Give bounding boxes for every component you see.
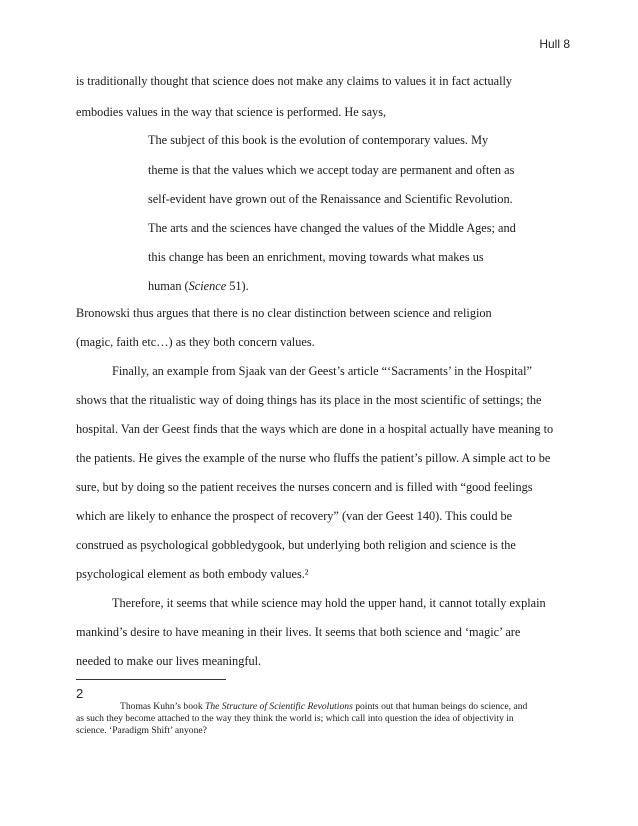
footnote-line: as such they become attached to the way they think the world is; which call into question the idea of objectivity in	[76, 713, 514, 724]
citation-title: Science	[188, 279, 227, 293]
body-line: construed as psychological gobbledygook, but underlying both religion and science is the	[76, 538, 516, 552]
body-line: is traditionally thought that science does not make any claims to values it in fact actually	[76, 74, 513, 88]
body-line: needed to make our lives meaningful.	[76, 654, 262, 668]
body-line: psychological element as both embody values.²	[76, 567, 309, 581]
body-line: shows that the ritualistic way of doing things has its place in the most scientific of settings; the	[76, 393, 542, 407]
body-line: Bronowski thus argues that there is no clear distinction between science and religion	[76, 306, 492, 320]
body-line: mankind’s desire to have meaning in their lives. It seems that both science and ‘magic’ are	[76, 625, 521, 639]
quote-line: theme is that the values which we accept today are permanent and often as	[148, 163, 515, 177]
quote-text: 51).	[226, 279, 249, 293]
footnote-book-title: The Structure of Scientific Revolutions	[205, 701, 353, 712]
body-line-paragraph-start: Finally, an example from Sjaak van der Geest’s article “‘Sacraments’ in the Hospital”	[112, 364, 532, 378]
footnote-separator	[76, 679, 226, 680]
quote-line: The subject of this book is the evolution of contemporary values. My	[148, 133, 489, 147]
body-line: hospital. Van der Geest finds that the ways which are done in a hospital actually have meaning to	[76, 422, 554, 436]
quote-text: human (	[148, 279, 189, 293]
body-line: embodies values in the way that science is performed. He says,	[76, 105, 387, 119]
footnote-line: science. ‘Paradigm Shift’ anyone?	[76, 725, 207, 736]
body-line: which are likely to enhance the prospect of recovery” (van der Geest 140). This could be	[76, 509, 513, 523]
quote-line: this change has been an enrichment, moving towards what makes us	[148, 250, 484, 264]
body-line: (magic, faith etc…) as they both concern values.	[76, 335, 315, 349]
body-line: the patients. He gives the example of the nurse who fluffs the patient’s pillow. A simple act to be	[76, 451, 551, 465]
footnote-number: 2	[76, 686, 84, 701]
running-header-page-number: Hull 8	[539, 37, 570, 51]
body-line: sure, but by doing so the patient receives the nurses concern and is filled with “good feelings	[76, 480, 533, 494]
quote-line: self-evident have grown out of the Renaissance and Scientific Revolution.	[148, 192, 513, 206]
footnote-line	[120, 701, 527, 712]
footnote-text: Thomas Kuhn’s book	[120, 701, 206, 712]
quote-citation-line	[148, 279, 249, 293]
quote-line: The arts and the sciences have changed the values of the Middle Ages; and	[148, 221, 516, 235]
footnote-text: points out that human beings do science, and	[352, 701, 528, 712]
body-line-paragraph-start: Therefore, it seems that while science may hold the upper hand, it cannot totally explain	[112, 596, 546, 610]
